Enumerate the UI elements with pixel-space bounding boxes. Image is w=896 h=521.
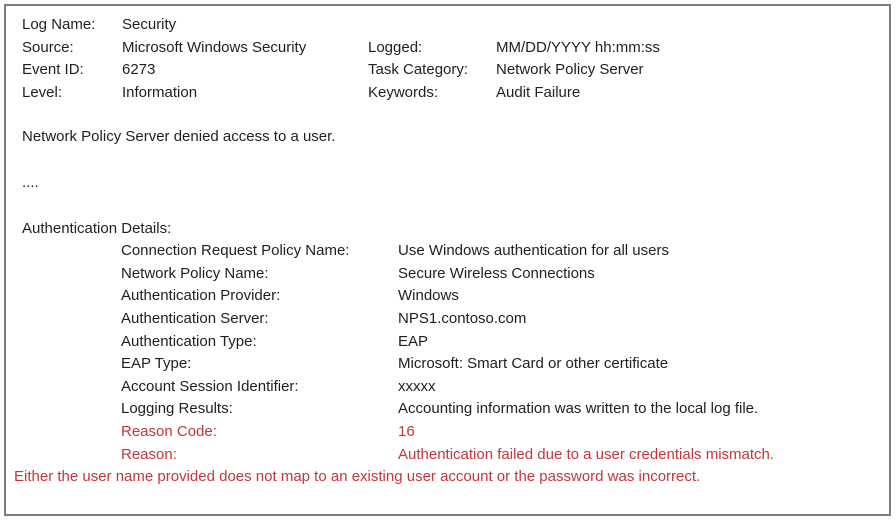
detail-label: Authentication Server:: [121, 309, 269, 327]
reason-explanation-text: Either the user name provided does not map to an existing user account or the password was incorrect.: [14, 468, 701, 486]
detail-label: Account Session Identifier:: [121, 377, 299, 395]
detail-value: Microsoft: Smart Card or other certificate: [398, 355, 669, 373]
detail-label: Reason:: [121, 445, 177, 463]
detail-value: EAP: [398, 332, 429, 350]
authentication-details-heading: Authentication Details:: [22, 219, 172, 237]
detail-label: EAP Type:: [121, 355, 192, 373]
detail-label: Authentication Provider:: [121, 287, 281, 305]
task-category-value: Network Policy Server: [496, 61, 644, 79]
detail-value: NPS1.contoso.com: [398, 309, 527, 327]
event-header: [22, 14, 879, 104]
detail-row-account-session-identifier: [22, 376, 879, 399]
header-spacer: [496, 14, 879, 37]
detail-row-authentication-server: [22, 308, 879, 331]
logged-value: MM/DD/YYYY hh:mm:ss: [496, 38, 660, 56]
detail-value: Accounting information was written to the local log file.: [398, 400, 759, 418]
source-label: Source:: [22, 38, 74, 56]
detail-row-authentication-provider: [22, 285, 879, 308]
event-id-label: Event ID:: [22, 61, 84, 79]
log-name-value: Security: [122, 16, 177, 33]
level-value: Information: [122, 83, 198, 101]
header-spacer: [368, 14, 496, 37]
keywords-label: Keywords:: [368, 83, 439, 101]
detail-value: 16: [398, 422, 415, 440]
detail-row-connection-request-policy: [22, 240, 879, 263]
detail-value: Secure Wireless Connections: [398, 264, 595, 282]
authentication-details-list: [22, 240, 879, 466]
header-row-source: [22, 37, 879, 60]
event-log-box: [4, 4, 891, 516]
detail-row-logging-results: [22, 398, 879, 421]
event-id-value: 6273: [122, 61, 156, 79]
detail-row-reason-code: [22, 421, 879, 444]
detail-label: Reason Code:: [121, 422, 217, 440]
detail-row-authentication-type: [22, 331, 879, 354]
detail-value: Use Windows authentication for all users: [398, 242, 669, 260]
source-value: Microsoft Windows Security: [122, 38, 307, 56]
header-row-level: [22, 82, 879, 105]
detail-label: Logging Results:: [121, 400, 233, 418]
detail-value: Authentication failed due to a user credentials mismatch.: [398, 445, 775, 463]
detail-label: Network Policy Name:: [121, 264, 269, 282]
task-category-label: Task Category:: [368, 61, 469, 79]
logged-label: Logged:: [368, 38, 423, 56]
detail-row-eap-type: [22, 353, 879, 376]
level-label: Level:: [22, 83, 63, 101]
detail-value: xxxxx: [398, 377, 436, 395]
detail-label: Connection Request Policy Name:: [121, 242, 350, 260]
detail-row-reason: [22, 444, 879, 467]
detail-value: Windows: [398, 287, 459, 305]
log-name-label: Log Name:: [22, 16, 96, 33]
header-row-log-name: [22, 14, 879, 37]
event-description: Network Policy Server denied access to a user.: [22, 128, 336, 146]
keywords-value: Audit Failure: [496, 83, 581, 101]
omitted-text-ellipsis: ....: [22, 173, 39, 191]
header-row-event-id: [22, 59, 879, 82]
detail-label: Authentication Type:: [121, 332, 257, 350]
detail-row-network-policy-name: [22, 263, 879, 286]
